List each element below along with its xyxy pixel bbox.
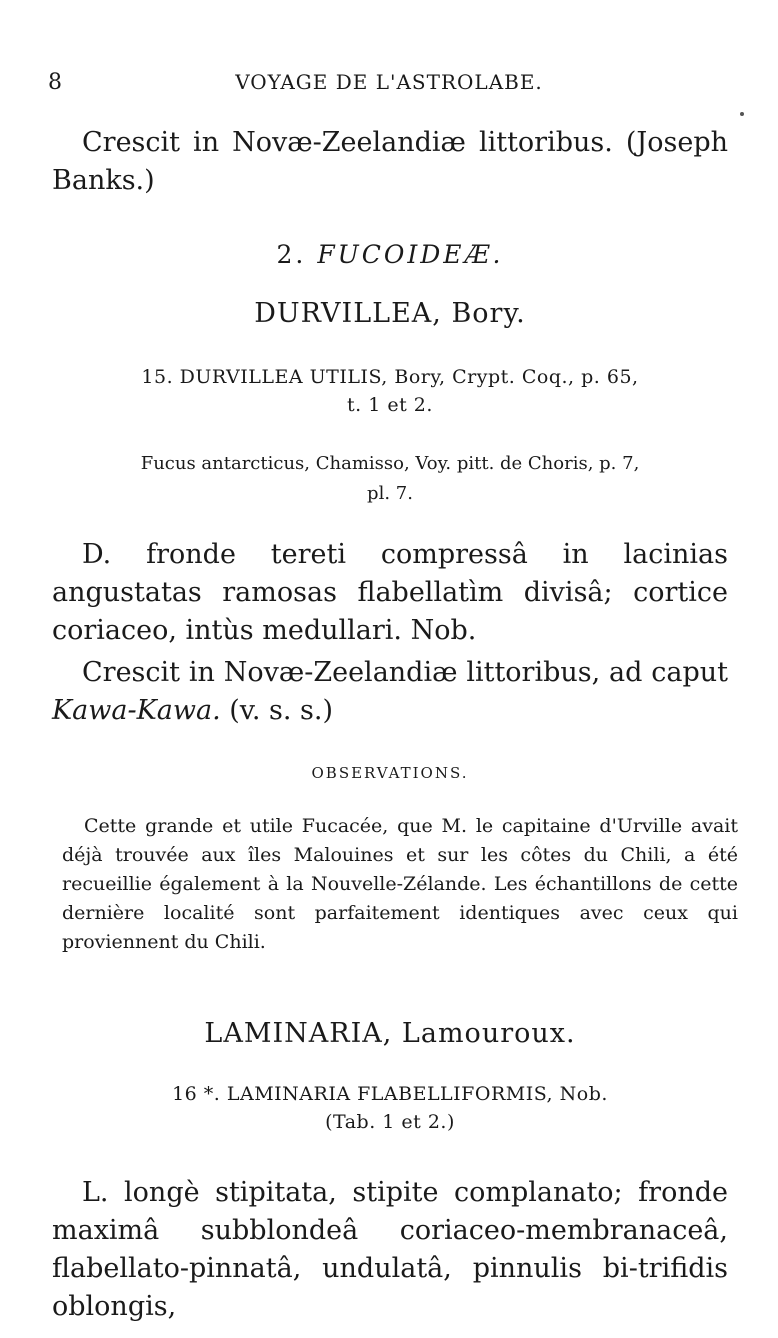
species-entry-durvillea (52, 363, 728, 419)
section-title: FUCOIDEÆ. (317, 240, 504, 269)
locality-name: Kawa-Kawa. (52, 695, 221, 726)
species-entry-laminaria (52, 1080, 728, 1136)
running-title: VOYAGE DE L'ASTROLABE. (235, 70, 543, 94)
section-number: 2. (276, 240, 307, 269)
crescit-text: Crescit in Novæ-Zeelandiæ littoribus, ad caput (82, 657, 728, 688)
genus-author: , Bory. (432, 298, 526, 329)
species-line-2: t. 1 et 2. (347, 394, 433, 416)
species-line-1: 16 *. LAMINARIA FLABELLIFORMIS, Nob. (172, 1083, 608, 1105)
paragraph-crescit-1: Crescit in Novæ-Zeelandiæ littoribus. (Joseph Banks.) (52, 127, 728, 196)
page-number: 8 (48, 70, 62, 95)
synonym-entry (52, 449, 728, 509)
ink-speck (740, 112, 744, 116)
paragraph-crescit-2 (52, 654, 728, 730)
paragraph-diagnosis-laminaria: L. longè stipitata, stipite complanato; fronde maximâ subblondeâ coriaceo-membranaceâ, flabellato-pinnatâ, undulatâ, pinnulis bi-trifidis oblongis, (52, 1177, 728, 1322)
species-line-2: (Tab. 1 et 2.) (325, 1111, 455, 1133)
section-heading (52, 240, 728, 269)
genus-name: LAMINARIA (204, 1018, 383, 1049)
genus-heading-durvillea (52, 298, 728, 329)
observations-paragraph: Cette grande et utile Fucacée, que M. le capitaine d'Urville avait déjà trouvée aux îles Malouines et sur les côtes du Chili, a été recueillie également à la Nouvelle-Zélande. Les échantillons de cette dernière localité sont parfaitement identiques avec ceux qui proviennent du Chili. (62, 815, 738, 953)
paragraph-diagnosis-durvillea: D. fronde tereti compressâ in lacinias angustatas ramosas flabellatìm divisâ; cortice coriaceo, intùs medullari. Nob. (52, 539, 728, 646)
genus-heading-laminaria (52, 1018, 728, 1049)
crescit-note: (v. s. s.) (229, 695, 334, 726)
observations-heading: OBSERVATIONS. (311, 764, 469, 782)
page-header (0, 70, 778, 100)
synonym-line-1: Fucus antarcticus, Chamisso, Voy. pitt. de Choris, p. 7, (140, 453, 640, 474)
species-line-1: 15. DURVILLEA UTILIS, Bory, Crypt. Coq., p. 65, (141, 366, 639, 388)
genus-name: DURVILLEA (254, 298, 433, 329)
genus-author: , Lamouroux. (382, 1018, 576, 1049)
synonym-line-2: pl. 7. (367, 483, 413, 504)
